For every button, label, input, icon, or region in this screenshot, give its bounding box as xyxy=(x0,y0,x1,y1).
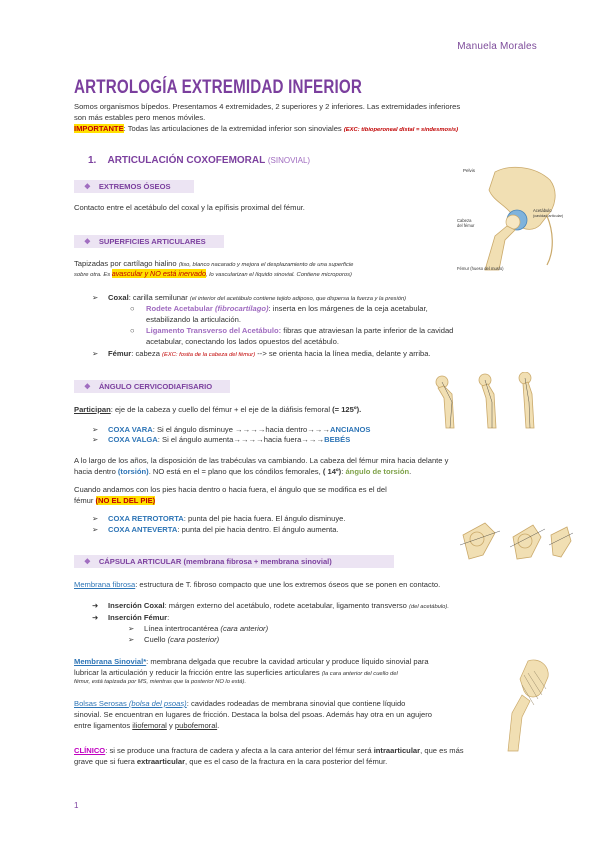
arrow-bullet-icon: ➢ xyxy=(128,635,135,644)
note-span: (cara anterior) xyxy=(220,624,269,633)
intro-line: son más estables pero menos móviles. xyxy=(74,113,206,122)
text-span: : Si el ángulo aumenta→→→→hacia fuera→→→ xyxy=(157,435,325,444)
section-title: ARTICULACIÓN COXOFEMORAL xyxy=(107,155,268,166)
text-span: estabilizando la articulación. xyxy=(146,315,241,324)
text-span: y xyxy=(166,721,175,730)
subsection-superficies xyxy=(74,235,224,248)
coxa-retrotorta-item xyxy=(108,513,345,524)
text-span: entre ligamentos xyxy=(74,721,133,730)
membrana-sinovial-label: Membrana Sinovial* xyxy=(74,657,147,666)
note-span: (la cara anterior del cuello del xyxy=(321,671,398,677)
text-span: fémur xyxy=(74,496,96,505)
diamond-icon: ❖ xyxy=(84,237,91,246)
label-pelvis: Pelvis xyxy=(463,168,476,173)
page-title: ARTROLOGÍA EXTREMIDAD INFERIOR xyxy=(74,77,362,98)
arrow-bullet-icon: ➢ xyxy=(92,525,99,534)
text-span: , que es el caso de la fractura en la cara posterior del fémur. xyxy=(185,757,388,766)
circle-bullet-icon: ○ xyxy=(130,326,135,335)
hip-joint-figure xyxy=(455,160,565,275)
text-span: lubricar la articulación y reducir la fricción entre las superficies articulares xyxy=(74,668,322,677)
subsection-extremos xyxy=(74,180,194,193)
femur-item xyxy=(108,348,538,359)
text-line: sinovial. Se encuentran en lugares de fricción. Destaca la bolsa del psoas. Además hay otra en un agujero xyxy=(74,710,432,719)
torsion-paragraph xyxy=(74,455,534,477)
insercion-coxal-label: Inserción Coxal xyxy=(108,601,165,610)
section-subtitle: (SINOVIAL) xyxy=(267,156,311,165)
text-span: fibras que atraviesan la parte inferior de la cavidad xyxy=(281,326,454,335)
rodete-paren: (fibrocartílago) xyxy=(214,304,269,313)
coxa-vara-target: ANCIANOS xyxy=(330,425,371,434)
bolsas-serosas-paren: (bolsa del psoas) xyxy=(128,699,187,708)
text-span: : inserta en los márgenes de la ceja acetabular, xyxy=(268,304,428,313)
arrow-right-icon: ➜ xyxy=(92,601,99,610)
arrow-bullet-icon: ➢ xyxy=(92,435,99,444)
note-span: (del acetábulo). xyxy=(408,604,449,610)
coxa-anteverta-item xyxy=(108,524,339,535)
clinico-label: CLÍNICO xyxy=(74,746,106,755)
subsection-capsula xyxy=(74,555,394,568)
text-line: A lo largo de los años, la disposición de las trabéculas va cambiando. La cabeza del fémur mira hacia delante y xyxy=(74,456,449,465)
section-heading xyxy=(88,154,310,169)
extremos-text: Contacto entre el acetábulo del coxal y la epífisis proximal del fémur. xyxy=(74,203,305,212)
important-exception: (EXC: tibioperoneal distal = sindesmosis) xyxy=(343,127,459,133)
text-span: , que es más xyxy=(420,746,464,755)
text-line: Cuando andamos con los pies hacia dentro o hacia fuera, el ángulo que se modifica es el del xyxy=(74,485,387,494)
circle-bullet-icon: ○ xyxy=(130,304,135,313)
femur-shape xyxy=(485,226,515,270)
cuello-item xyxy=(144,634,219,645)
text-span: : carilla semilunar xyxy=(128,293,190,302)
text-span: grave que si fuera xyxy=(74,757,137,766)
text-span: Tapizadas por cartílago hialino xyxy=(74,259,179,268)
andar-paragraph xyxy=(74,484,474,506)
text-span: --> se orienta hacia la línea media, delante y arriba. xyxy=(255,349,431,358)
arrow-bullet-icon: ➢ xyxy=(128,624,135,633)
text-span: . xyxy=(409,467,412,476)
membrana-fibrosa-label: Membrana fibrosa xyxy=(74,580,136,589)
important-text: : Todas las articulaciones de la extremidad inferior son sinoviales xyxy=(123,124,344,133)
insercion-coxal-item xyxy=(108,600,449,611)
page-number: 1 xyxy=(74,801,79,810)
label-cabeza: Cabeza xyxy=(457,218,472,223)
text-span: : cavidades rodeadas de membrana sinovial que contiene líquido xyxy=(186,699,406,708)
label-cabeza-femur: del fémur xyxy=(457,223,475,228)
note-span: , lo vascularizan el líquido sinovial. Contiene microporos) xyxy=(205,272,352,279)
membrana-sinovial-text xyxy=(74,656,529,687)
subsection-label: CÁPSULA ARTICULAR (membrana fibrosa + membrana sinovial) xyxy=(98,557,332,566)
text-span: Línea intertrocantérea xyxy=(144,624,221,633)
label-femur: Fémur (hueso del muslo) xyxy=(457,266,504,271)
participan-label: Participan xyxy=(74,405,111,414)
torsion-figure xyxy=(455,515,575,565)
diamond-icon: ❖ xyxy=(84,182,91,191)
iliofemoral-label: iliofemoral xyxy=(132,721,167,730)
capsule-figure xyxy=(498,655,568,755)
diamond-icon: ❖ xyxy=(84,557,91,566)
bolsas-serosas-label: Bolsas Serosas xyxy=(74,699,129,708)
text-span: : cabeza xyxy=(131,349,163,358)
subsection-label: EXTREMOS ÓSEOS xyxy=(98,182,171,191)
text-span: : si se produce una fractura de cadera y afecta a la cara anterior del fémur será xyxy=(105,746,374,755)
text-span: Cuello xyxy=(144,635,168,644)
ligamento-label: Ligamento Transverso del Acetábulo: xyxy=(146,326,282,335)
arrow-right-icon: ➜ xyxy=(92,613,99,622)
text-span: : punta del pie hacia dentro. El ángulo aumenta. xyxy=(177,525,339,534)
subsection-label: ÁNGULO CERVICODIAFISARIO xyxy=(98,382,213,391)
highlight-avascular: avascular y NO está inervado xyxy=(111,269,206,279)
rodete-label: Rodete Acetabular xyxy=(146,304,215,313)
intro-line: Somos organismos bípedos. Presentamos 4 extremidades, 2 superiores y 2 inferiores. Las extremidades inferiores xyxy=(74,102,461,111)
membrana-fibrosa-text xyxy=(74,579,534,590)
text-span: : xyxy=(167,613,170,622)
angle-femur-figure xyxy=(430,372,560,432)
note-span: (cara posterior) xyxy=(167,635,220,644)
arrow-bullet-icon: ➢ xyxy=(92,293,99,302)
diamond-icon: ❖ xyxy=(84,382,91,391)
note-line: fémur, está tapizada por MS, mientras que la posterior NO lo está). xyxy=(74,679,247,686)
retrotorta-label: COXA RETROTORTA xyxy=(108,514,184,523)
superficies-text xyxy=(74,258,444,280)
insercion-femur-item xyxy=(108,612,169,623)
femur-label: Fémur xyxy=(108,349,132,358)
text-span: : punta del pie hacia fuera. El ángulo disminuye. xyxy=(183,514,346,523)
label-acetabulo: Acetábulo xyxy=(533,208,552,213)
anteverta-label: COXA ANTEVERTA xyxy=(108,525,178,534)
femur-exception: (EXC: fosita de la cabeza del fémur) xyxy=(162,352,256,358)
intro-paragraph xyxy=(74,101,534,134)
arrow-bullet-icon: ➢ xyxy=(92,514,99,523)
torsion-label: (torsión) xyxy=(117,467,149,476)
coxa-valga-item xyxy=(108,434,350,445)
insercion-femur-label: Inserción Fémur xyxy=(108,613,168,622)
text-span: acetabular, conectando los lados opuestos del acetábulo. xyxy=(146,337,339,346)
angulo-torsion-label: ángulo de torsión xyxy=(345,467,410,476)
important-label: IMPORTANTE xyxy=(74,124,124,133)
text-span: : xyxy=(341,467,346,476)
pubofemoral-label: pubofemoral xyxy=(174,721,218,730)
note-span: sobre otra. Es xyxy=(74,272,112,279)
highlight-no-pie: (NO EL DEL PIE) xyxy=(95,496,156,505)
coxal-label: Coxal xyxy=(108,293,129,302)
label-cavidad: (cavidad articular) xyxy=(533,214,564,218)
coxal-item xyxy=(108,292,538,303)
section-number: 1. xyxy=(88,155,97,166)
rodete-item xyxy=(146,303,526,325)
arrow-bullet-icon: ➢ xyxy=(92,425,99,434)
ligamento-item xyxy=(146,325,526,347)
text-span: hacia dentro xyxy=(74,467,118,476)
text-span: : márgen externo del acetábulo, rodete acetabular, ligamento transverso xyxy=(164,601,409,610)
text-span: : membrana delgada que recubre la cavidad articular y produce líquido sinovial para xyxy=(146,657,429,666)
participan-text xyxy=(74,404,534,415)
text-span: : estructura de T. fibroso compacto que une los extremos óseos que se ponen en contacto. xyxy=(135,580,441,589)
clinico-text xyxy=(74,745,534,767)
note-span: (el interior del acetábulo contiene tejido adiposo, que dispersa la fuerza y la presión) xyxy=(189,296,407,302)
text-span: . NO está en el = plano que los cóndilos femorales, xyxy=(148,467,323,476)
text-span: : Si el ángulo disminuye →→→→hacia dentro→→→ xyxy=(152,425,330,434)
torsion-degrees: ( 14º) xyxy=(322,467,342,476)
linea-intertrocanterea-item xyxy=(144,623,268,634)
coxa-valga-label: COXA VALGA xyxy=(108,435,158,444)
angle-value: (= 125º). xyxy=(332,405,362,414)
subsection-label: SUPERFICIES ARTICULARES xyxy=(98,237,206,246)
intraarticular-label: intraarticular xyxy=(373,746,421,755)
text-span: : eje de la cabeza y cuello del fémur + el eje de la diáfisis femoral xyxy=(110,405,333,414)
important-note xyxy=(74,123,534,134)
author-name: Manuela Morales xyxy=(457,41,537,52)
subsection-angulo xyxy=(74,380,230,393)
extraarticular-label: extraarticular xyxy=(136,757,186,766)
pubic-shape xyxy=(547,216,552,265)
text-span: . xyxy=(217,721,220,730)
coxa-valga-target: BEBÉS xyxy=(324,435,351,444)
coxa-vara-label: COXA VARA xyxy=(108,425,153,434)
bolsas-serosas-text xyxy=(74,698,484,731)
note-span: (liso, blanco nacarado y mejora el desplazamiento de una superficie xyxy=(178,262,354,268)
arrow-bullet-icon: ➢ xyxy=(92,349,99,358)
